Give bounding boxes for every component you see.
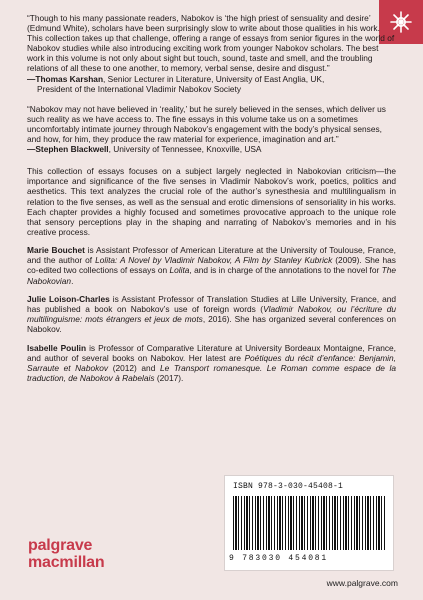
bio-text: , and is in charge of the annotations to the novel for: [189, 265, 382, 276]
quote-affiliation: , Senior Lecturer in Literature, University of East Anglia, UK,: [103, 73, 325, 84]
editor-bio: [27, 245, 396, 285]
quote-text: “Though to his many passionate readers, Nabokov is ‘the high priest of sensuality and desire’ (Edmund White), scholars have been surprisingly slow to write about those qualities in his work. This collection takes up that challenge, offering a range of essays from senior figures in the world of Nabokov studies while also introducing exciting work from younger Nabokov scholars. The best work in this volume is not only about sight but touch, sound, taste and smell, and the troubling relations of all these to one another, to memory, verbal sense, desire and disgust.”: [27, 13, 395, 74]
quote-attribution: [27, 74, 396, 94]
editor-name: Isabelle Poulin: [27, 342, 87, 353]
bio-text: , 2016). She has organized several conferences on Nabokov.: [27, 314, 396, 335]
quote-author: —Stephen Blackwell: [27, 144, 109, 155]
book-title: Lolita: [169, 265, 190, 276]
review-quote: [27, 104, 396, 154]
isbn-barcode: [224, 475, 394, 571]
quote-affiliation: , University of Tennessee, Knoxville, USA: [108, 144, 262, 155]
quote-text: “Nabokov may not have believed in ‘reality,’ but he surely believed in the senses, which deliver us such reality as we have access to. The fine essays in this volume take us on a sometimes uncomfortably intimate journey through Nabokov’s engagement with the body’s physical senses, and how, for him, they produce the raw material for experience, imagination and art.”: [27, 103, 386, 145]
book-title: Lolita: A Novel by Vladimir Nabokov, A Film by Stanley Kubrick: [95, 255, 333, 266]
bio-text: is Assistant Professor of Translation Studies at Lille University, France, and has published a book on Nabokov’s use of foreign words (: [27, 293, 396, 315]
quote-attribution: [27, 144, 396, 154]
editor-bio: [27, 294, 396, 334]
book-title: The Nabokovian: [27, 265, 396, 286]
publisher-logo-line2: macmillan: [28, 554, 105, 571]
book-title: Le Transport romanesque. Le Roman comme espace de la traduction, de Nabokov à Rabelais: [27, 362, 397, 383]
barcode-digits: 9 783030 454081: [229, 554, 329, 563]
quote-affiliation: President of the International Vladimir Nabokov Society: [37, 83, 242, 94]
publisher-url[interactable]: www.palgrave.com: [326, 578, 398, 588]
bio-text: is Assistant Professor of American Literature at the University of Toulouse, France, and the author of: [27, 245, 396, 266]
quote-author: —Thomas Karshan: [27, 73, 104, 84]
editor-name: Julie Loison-Charles: [27, 293, 110, 304]
book-title: Poétiques du récit d’enfance: Benjamin, Sarraute et Nabokov: [27, 352, 396, 373]
publisher-logo: [28, 537, 104, 571]
back-cover-text: [27, 13, 396, 391]
isbn-label: ISBN 978-3-030-45408-1: [233, 482, 344, 491]
editor-name: Marie Bouchet: [27, 245, 85, 256]
review-quote: [27, 13, 396, 94]
bio-text: .: [71, 275, 74, 286]
bio-text: (2012) and: [108, 362, 160, 373]
book-description: This collection of essays focuses on a subject largely neglected in Nabokovian criticism—the importance and significance of the five senses in Vladimir Nabokov’s work, poetics, politics and aesthetics. This text analyzes the crucial role of the author’s synesthesia and multilingualism in relation to the five senses, as well as the sensual and erotic dimensions of sensoriality in his works. Each chapter provides a highly focused and sometimes provocative approach to the unique role that sensory perceptions play in the shaping and narrating of Nabokov’s memories and in his creative process.: [27, 166, 396, 237]
editor-bio: [27, 343, 396, 383]
publisher-logo-line1: palgrave: [28, 537, 93, 554]
bio-text: is Professor of Comparative Literature at University Bordeaux Montaigne, France, and author of several books on Nabokov. Her latest are: [27, 342, 396, 363]
barcode-bars: [233, 496, 385, 550]
bio-text: (2009). She has co-edited two collections of essays on: [27, 255, 396, 276]
book-title: Vladimir Nabokov, ou l’écriture du multilinguisme: mots étrangers et jeux de mots: [27, 304, 396, 325]
bio-text: (2017).: [154, 372, 184, 383]
